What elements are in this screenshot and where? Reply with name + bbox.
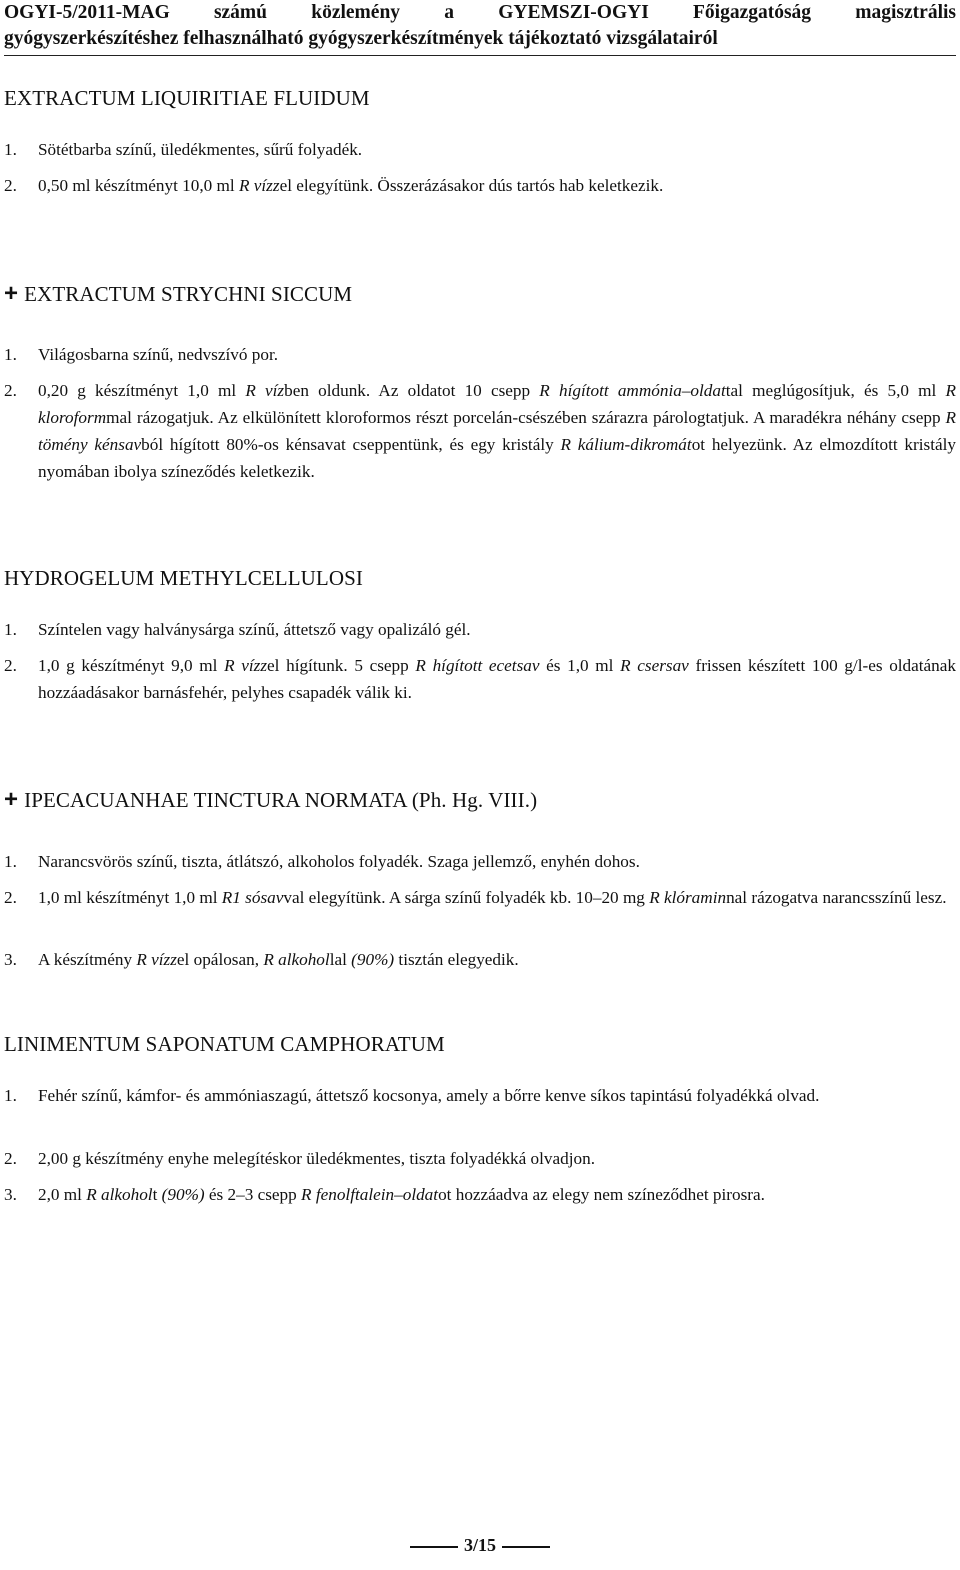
item-number: 3. [4, 1185, 17, 1204]
item-number: 2. [4, 1149, 17, 1168]
item-number: 1. [4, 620, 17, 639]
section-title-text: LINIMENTUM SAPONATUM CAMPHORATUM [4, 1032, 445, 1056]
list-item [4, 136, 956, 163]
section-title-text: EXTRACTUM LIQUIRITIAE FLUIDUM [4, 86, 370, 110]
section-title [4, 1032, 445, 1057]
list-item [4, 848, 956, 875]
footer-rule-right [502, 1546, 550, 1548]
list-item [4, 884, 956, 911]
page-number: 3/15 [463, 1535, 496, 1555]
item-number: 2. [4, 656, 17, 675]
item-number: 3. [4, 950, 17, 969]
item-text: 2,00 g készítmény enyhe melegítéskor üledékmentes, tiszta folyadékká olvadjon. [38, 1149, 595, 1168]
list-item [4, 946, 956, 973]
item-text: Világosbarna színű, nedvszívó por. [38, 345, 279, 364]
list-item [4, 1145, 956, 1172]
item-text: 1,0 g készítményt 9,0 ml R vízzel hígítunk. 5 csepp R hígított ecetsav és 1,0 ml R csersav frissen készített 100 g/l-es oldatának hozzáadásakor barnásfehér, pelyhes csapadék válik ki. [38, 656, 957, 702]
header-line-2: gyógyszerkészítéshez felhasználható gyógyszerkészítmények tájékoztató vizsgálatairól [4, 28, 718, 49]
page-footer [0, 1535, 960, 1556]
section-title-text: HYDROGELUM METHYLCELLULOSI [4, 566, 363, 590]
item-text: Színtelen vagy halványsárga színű, áttetsző vagy opalizáló gél. [38, 620, 471, 639]
footer-rule-left [410, 1546, 458, 1548]
section-title [4, 280, 352, 308]
section-title [4, 786, 537, 814]
item-number: 1. [4, 140, 17, 159]
list-item [4, 377, 956, 485]
item-text: 0,50 ml készítményt 10,0 ml R vízzel elegyítünk. Összerázásakor dús tartós hab keletkezik. [38, 176, 664, 195]
item-text: 0,20 g készítményt 1,0 ml R vízben oldunk. Az oldatot 10 csepp R hígított ammónia–oldattal meglúgosítjuk, és 5,0 ml R kloroformmal rázogatjuk. Az elkülönített kloroformos részt porcelán-csészében szárazra párologtatjuk. A maradékra néhány csepp R tömény kénsavból hígított 80%-os kénsavat cseppentünk, és egy kristály R kálium-dikromátot helyezünk. Az elmozdított kristály nyomában ibolya színeződés keletkezik. [38, 381, 956, 481]
item-text: Narancsvörös színű, tiszta, átlátszó, alkoholos folyadék. Szaga jellemző, enyhén dohos. [38, 852, 640, 871]
plus-icon: + [4, 786, 19, 813]
section-title-text: EXTRACTUM STRYCHNI SICCUM [24, 282, 353, 306]
section-title [4, 86, 370, 111]
plus-icon: + [4, 280, 19, 307]
page-header [4, 0, 956, 56]
item-number: 1. [4, 345, 17, 364]
list-item [4, 652, 956, 706]
item-text: Fehér színű, kámfor- és ammóniaszagú, áttetsző kocsonya, amely a bőrre kenve síkos tapintású folyadékká olvad. [38, 1086, 820, 1105]
item-text: 1,0 ml készítményt 1,0 ml R1 sósavval elegyítünk. A sárga színű folyadék kb. 10–20 mg R klóraminnal rázogatva narancsszínű lesz. [38, 888, 947, 907]
list-item [4, 172, 956, 199]
item-number: 2. [4, 381, 17, 400]
list-item [4, 616, 956, 643]
section-title-text: IPECACUANHAE TINCTURA NORMATA (Ph. Hg. VIII.) [24, 788, 538, 812]
item-number: 2. [4, 888, 17, 907]
item-text: A készítmény R vízzel opálosan, R alkohollal (90%) tisztán elegyedik. [38, 950, 519, 969]
header-line-1: OGYI-5/2011-MAG számú közlemény a GYEMSZI-OGYI Főigazgatóság magisztrális [4, 2, 956, 23]
item-text: Sötétbarba színű, üledékmentes, sűrű folyadék. [38, 140, 363, 159]
item-text: 2,0 ml R alkoholt (90%) és 2–3 csepp R fenolftalein–oldatot hozzáadva az elegy nem színeződhet pirosra. [38, 1185, 765, 1204]
list-item [4, 341, 956, 368]
list-item [4, 1181, 956, 1208]
section-title [4, 566, 363, 591]
list-item [4, 1082, 956, 1109]
item-number: 1. [4, 852, 17, 871]
item-number: 2. [4, 176, 17, 195]
item-number: 1. [4, 1086, 17, 1105]
